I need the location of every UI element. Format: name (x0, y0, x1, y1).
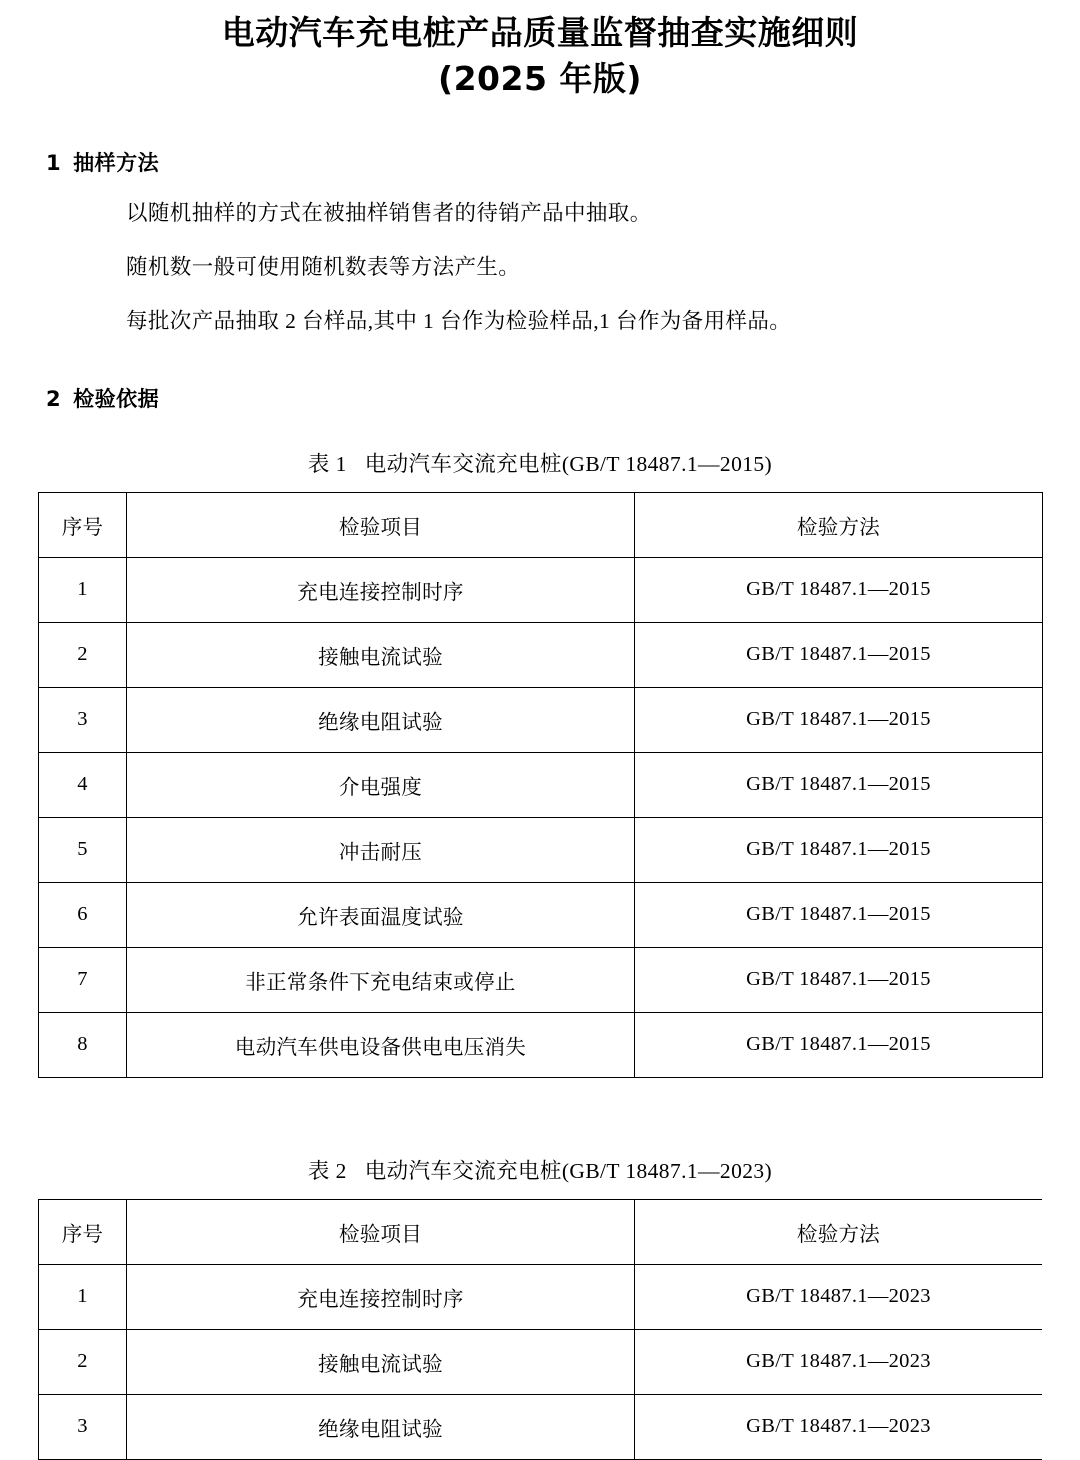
section-heading-sampling-method (46, 147, 1042, 177)
cell-item: 绝缘电阻试验 (127, 1394, 635, 1459)
cell-item: 充电连接控制时序 (127, 1264, 635, 1329)
cell-item: 充电连接控制时序 (127, 557, 635, 622)
cell-item: 非正常条件下充电结束或停止 (127, 947, 635, 1012)
paragraph-sampling-3: 每批次产品抽取 2 台样品,其中 1 台作为检验样品,1 台作为备用样品。 (126, 308, 792, 333)
cell-no: 8 (39, 1012, 127, 1077)
paragraph-sampling-1: 以随机抽样的方式在被抽样销售者的待销产品中抽取。 (126, 201, 652, 226)
table-row (39, 1394, 1043, 1459)
cell-no: 5 (39, 817, 127, 882)
table-row (39, 882, 1043, 947)
column-header-method: 检验方法 (635, 1199, 1043, 1264)
inspection-table-1 (38, 492, 1043, 1078)
inspection-table-2 (38, 1199, 1042, 1460)
table-row (39, 1264, 1043, 1329)
section-heading-inspection-basis (46, 383, 1042, 413)
column-header-no: 序号 (39, 492, 127, 557)
table-row (39, 1012, 1043, 1077)
cell-item: 绝缘电阻试验 (127, 687, 635, 752)
table-header-row (39, 492, 1043, 557)
cell-no: 2 (39, 1329, 127, 1394)
cell-no: 1 (39, 557, 127, 622)
table-2-label: 表 2 (307, 1158, 347, 1183)
cell-item: 介电强度 (127, 752, 635, 817)
table-row (39, 622, 1043, 687)
cell-no: 2 (39, 622, 127, 687)
cell-no: 7 (39, 947, 127, 1012)
table-row (39, 557, 1043, 622)
cell-method: GB/T 18487.1—2023 (635, 1329, 1043, 1394)
cell-no: 3 (39, 687, 127, 752)
cell-no: 3 (39, 1394, 127, 1459)
cell-method: GB/T 18487.1—2015 (635, 817, 1043, 882)
table-1-label: 表 1 (307, 451, 347, 476)
cell-item: 允许表面温度试验 (127, 882, 635, 947)
column-header-method: 检验方法 (635, 492, 1043, 557)
paragraph-sampling-2: 随机数一般可使用随机数表等方法产生。 (126, 254, 521, 279)
table-row (39, 1329, 1043, 1394)
table-row (39, 752, 1043, 817)
column-header-no: 序号 (39, 1199, 127, 1264)
cell-no: 4 (39, 752, 127, 817)
cell-method: GB/T 18487.1—2023 (635, 1264, 1043, 1329)
table-2-viewport (38, 1199, 1042, 1460)
table-1-title: 电动汽车交流充电桩(GB/T 18487.1—2015) (364, 451, 773, 476)
cell-no: 1 (39, 1264, 127, 1329)
cell-method: GB/T 18487.1—2015 (635, 947, 1043, 1012)
cell-method: GB/T 18487.1—2015 (635, 882, 1043, 947)
cell-no: 6 (39, 882, 127, 947)
cell-method: GB/T 18487.1—2015 (635, 1012, 1043, 1077)
page-title (38, 0, 1042, 101)
cell-item: 接触电流试验 (127, 1329, 635, 1394)
table-row (39, 947, 1043, 1012)
cell-method: GB/T 18487.1—2015 (635, 622, 1043, 687)
cell-item: 冲击耐压 (127, 817, 635, 882)
section-number-1: 1 (46, 151, 62, 176)
cell-item: 接触电流试验 (127, 622, 635, 687)
section-title-2: 检验依据 (73, 386, 160, 411)
table-2-title: 电动汽车交流充电桩(GB/T 18487.1—2023) (364, 1158, 773, 1183)
cell-method: GB/T 18487.1—2015 (635, 752, 1043, 817)
cell-item: 电动汽车供电设备供电电压消失 (127, 1012, 635, 1077)
table-row (39, 687, 1043, 752)
column-header-item: 检验项目 (127, 492, 635, 557)
page-title-line-1: 电动汽车充电桩产品质量监督抽查实施细则 (221, 13, 859, 52)
table-row (39, 817, 1043, 882)
cell-method: GB/T 18487.1—2023 (635, 1394, 1043, 1459)
page-title-line-2: (2025 年版) (438, 58, 642, 98)
column-header-item: 检验项目 (127, 1199, 635, 1264)
table-caption-2 (38, 1154, 1042, 1185)
table-caption-1 (38, 447, 1042, 478)
section-number-2: 2 (46, 386, 62, 411)
table-header-row (39, 1199, 1043, 1264)
cell-method: GB/T 18487.1—2015 (635, 687, 1043, 752)
section-title-1: 抽样方法 (73, 151, 160, 176)
cell-method: GB/T 18487.1—2015 (635, 557, 1043, 622)
